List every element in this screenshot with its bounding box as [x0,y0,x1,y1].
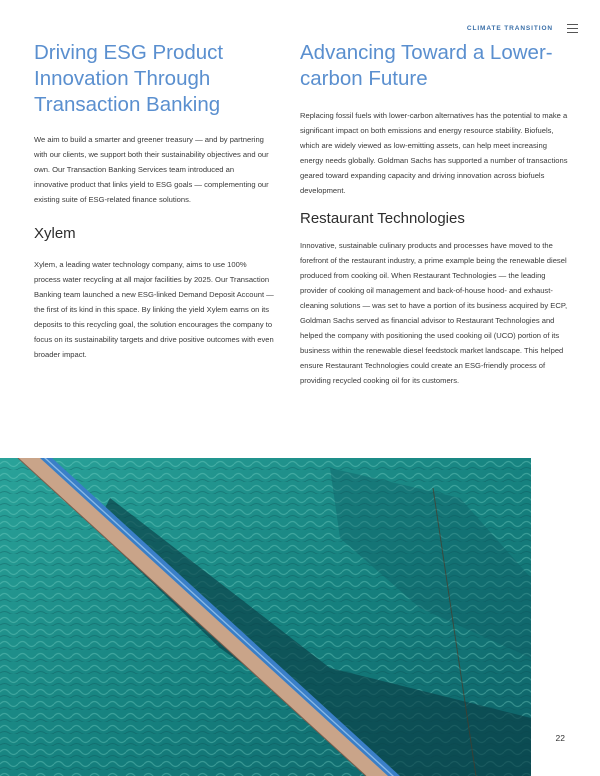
left-title: Driving ESG Product Innovation Through Transaction Banking [34,41,224,116]
hamburger-menu-icon[interactable] [567,24,578,33]
restaurant-technologies-paragraph: Innovative, sustainable culinary products and processes have moved to the forefront of the restaurant industry, a prime example being the renewable diesel produced from cooking oil. When Restaurant Technologies — the leading provider of cooking oil management and back-of-house hood- and exhaust-cleaning solutions — was set to have a portion of its business acquired by ECP, Goldman Sachs served as financial advisor to Restaurant Technologies and helped the company with positioning the used cooking oil (UCO) portion of its business within the renewable diesel feedstock market landscape. This helped ensure Restaurant Technologies could create an ESG-friendly process of providing recycled cooking oil for its customers. [300,241,568,385]
left-column [34,40,274,362]
right-column [300,40,570,388]
right-intro-paragraph: Replacing fossil fuels with lower-carbon alternatives has the potential to make a significant impact on both emissions and energy resource stability. Biofuels, which are widely viewed as low-emitting assets, can help meet increasing energy needs globally. Goldman Sachs has supported a number of transactions geared toward expanding capacity and driving innovation across biofuels development. [300,111,568,195]
section-label: CLIMATE TRANSITION [466,25,553,32]
restaurant-technologies-heading: Restaurant Technologies [300,210,465,227]
top-navigation [467,24,578,33]
left-intro-paragraph: We aim to build a smarter and greener treasury — and by partnering with our clients, we support both their sustainability objectives and our own. Our Transaction Banking Services team introduced an innovative product that links yield to ESG goals — complementing our existing suite of ESG-related finance solutions. [34,135,269,204]
aerial-water-pier-photo [0,458,531,776]
xylem-paragraph: Xylem, a leading water technology company, aims to use 100% process water recycling at all major facilities by 2025. Our Transaction Banking team launched a new ESG-linked Demand Deposit Account — the first of its kind in this space. By linking the yield Xylem earns on its deposits to this recycling goal, the solution encourages the company to focus on its sustainability targets and drive positive outcomes with even broader impact. [34,260,274,359]
page-number: 22 [555,733,565,743]
xylem-heading: Xylem [34,225,76,242]
right-title: Advancing Toward a Lower-carbon Future [300,41,553,90]
